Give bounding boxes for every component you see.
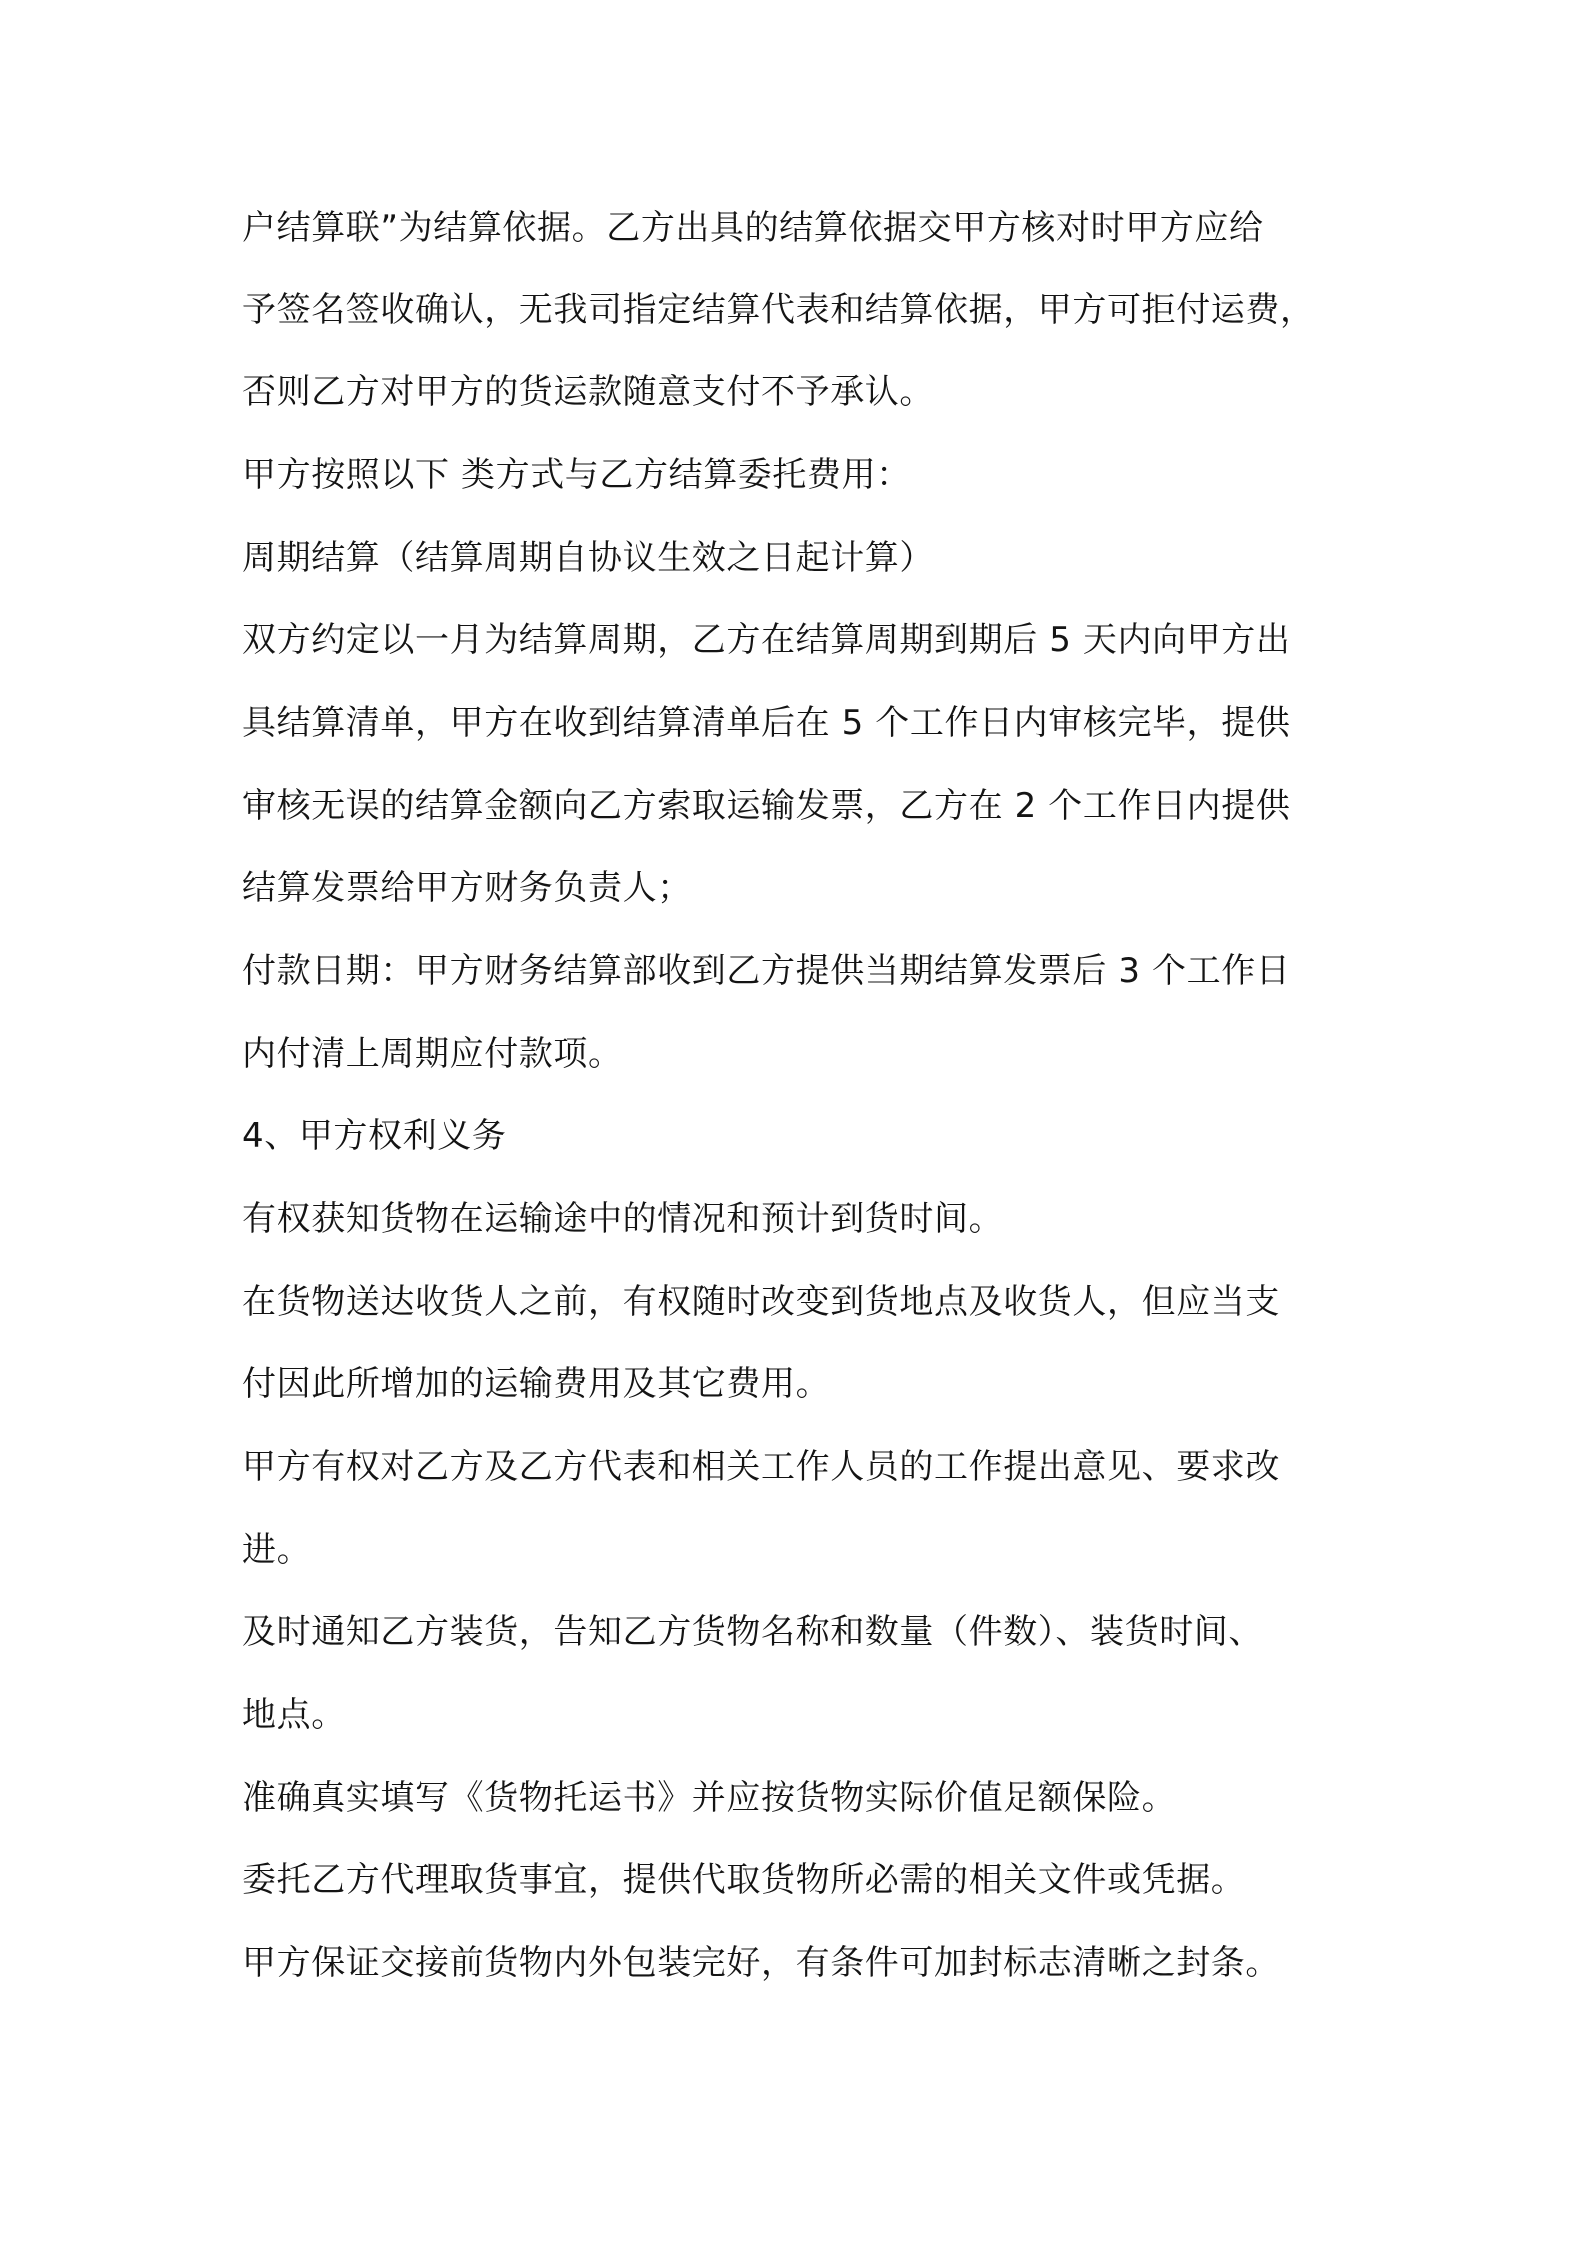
text-line: 予签名签收确认，无我司指定结算代表和结算依据，甲方可拒付运费， — [242, 290, 1315, 330]
text-line: 地点。 — [242, 1695, 346, 1735]
text-line: 内付清上周期应付款项。 — [242, 1034, 623, 1074]
text-line: 有权获知货物在运输途中的情况和预计到货时间。 — [242, 1199, 1004, 1239]
text-line: 准确真实填写《货物托运书》并应按货物实际价值足额保险。 — [242, 1778, 1177, 1818]
text-line: 甲方按照以下 类方式与乙方结算委托费用： — [242, 455, 911, 495]
text-line: 周期结算（结算周期自协议生效之日起计算） — [242, 538, 934, 578]
text-line: 否则乙方对甲方的货运款随意支付不予承认。 — [242, 372, 934, 412]
text-line: 双方约定以一月为结算周期，乙方在结算周期到期后 5 天内向甲方出 — [242, 620, 1291, 660]
text-line: 在货物送达收货人之前，有权随时改变到货地点及收货人，但应当支 — [242, 1282, 1280, 1322]
text-line: 甲方保证交接前货物内外包装完好，有条件可加封标志清晰之封条。 — [242, 1943, 1280, 1983]
text-line: 审核无误的结算金额向乙方索取运输发票，乙方在 2 个工作日内提供 — [242, 786, 1291, 826]
text-line: 结算发票给甲方财务负责人； — [242, 868, 692, 908]
text-line: 及时通知乙方装货，告知乙方货物名称和数量（件数）、装货时间、 — [242, 1612, 1263, 1652]
section-heading: 4、甲方权利义务 — [242, 1116, 507, 1156]
text-line: 付款日期：甲方财务结算部收到乙方提供当期结算发票后 3 个工作日 — [242, 951, 1291, 991]
text-line: 进。 — [242, 1530, 312, 1570]
text-line: 委托乙方代理取货事宜，提供代取货物所必需的相关文件或凭据。 — [242, 1860, 1246, 1900]
text-line: 户结算联”为结算依据。乙方出具的结算依据交甲方核对时甲方应给 — [242, 208, 1264, 248]
text-line: 付因此所增加的运输费用及其它费用。 — [242, 1364, 831, 1404]
text-line: 甲方有权对乙方及乙方代表和相关工作人员的工作提出意见、要求改 — [242, 1447, 1280, 1487]
text-line: 具结算清单，甲方在收到结算清单后在 5 个工作日内审核完毕，提供 — [242, 703, 1291, 743]
